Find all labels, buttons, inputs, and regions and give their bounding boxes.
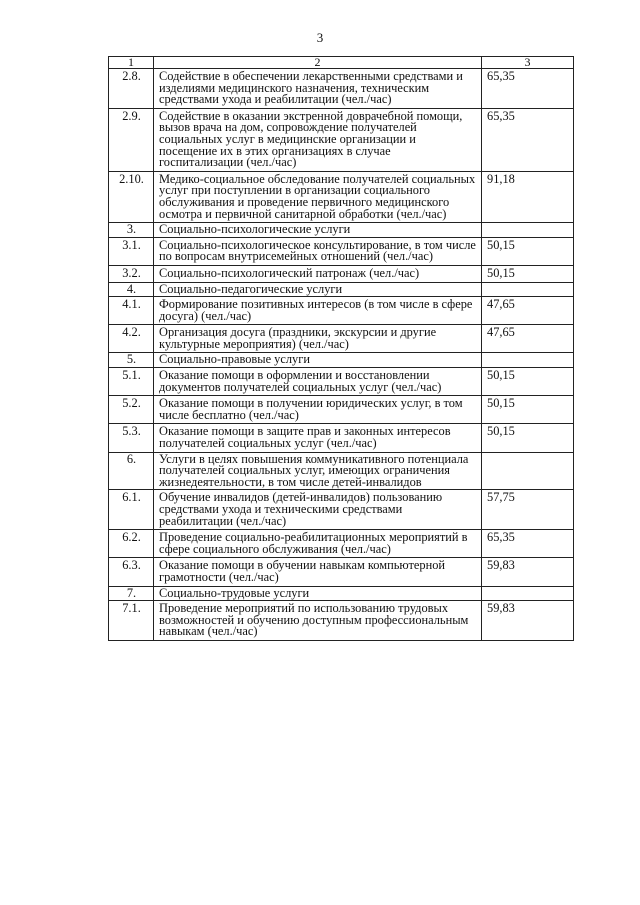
table-row [109,490,574,530]
tariff-value: 59,83 [482,601,574,641]
table-row [109,424,574,452]
row-number: 5.2. [109,396,154,424]
section-row [109,586,574,601]
row-number: 3.2. [109,265,154,282]
service-name: Оказание помощи в получении юридических услуг, в том числе бесплатно (чел./час) [154,396,482,424]
service-name: Проведение мероприятий по использованию трудовых возможностей и обучению доступным профессиональным навыкам (чел./час) [154,601,482,641]
service-name: Организация досуга (праздники, экскурсии и другие культурные мероприятия) (чел./час) [154,325,482,353]
section-title: Социально-педагогические услуги [154,282,482,297]
row-number: 6.3. [109,558,154,586]
tariff-value: 59,83 [482,558,574,586]
table-row [109,325,574,353]
service-name: Оказание помощи в оформлении и восстановлении документов получателей социальных услуг (чел./час) [154,368,482,396]
column-header-number: 1 [109,57,154,69]
service-name: Формирование позитивных интересов (в том числе в сфере досуга) (чел./час) [154,297,482,325]
tariff-value: 57,75 [482,490,574,530]
tariff-value: 50,15 [482,368,574,396]
table-row [109,558,574,586]
tariff-value: 91,18 [482,171,574,222]
section-row [109,223,574,238]
tariff-value: 65,35 [482,69,574,109]
row-number: 7. [109,586,154,601]
table-row [109,265,574,282]
section-title: Социально-правовые услуги [154,353,482,368]
row-number: 2.9. [109,108,154,171]
service-name: Содействие в обеспечении лекарственными средствами и изделиями медицинского назначения, техническим средствами ухода и реабилитации (чел./час) [154,69,482,109]
row-number: 5.1. [109,368,154,396]
page-number: 3 [316,30,324,45]
table-row [109,368,574,396]
row-number: 4.1. [109,297,154,325]
table-row [109,601,574,641]
service-name: Социально-психологический патронаж (чел./час) [154,265,482,282]
tariff-table [108,56,574,641]
column-header-tariff: 3 [482,57,574,69]
table-row [109,108,574,171]
section-row [109,282,574,297]
tariff-value: 65,35 [482,530,574,558]
tariff-value [482,223,574,238]
row-number: 2.10. [109,171,154,222]
row-number: 2.8. [109,69,154,109]
service-name: Социально-психологическое консультирование, в том числе по вопросам внутрисемейных отношений (чел./час) [154,237,482,265]
table-header-row [109,57,574,69]
section-title: Социально-трудовые услуги [154,586,482,601]
service-name: Обучение инвалидов (детей-инвалидов) пользованию средствами ухода и техническими средствами реабилитации (чел./час) [154,490,482,530]
row-number: 5. [109,353,154,368]
row-number: 3. [109,223,154,238]
tariff-value: 50,15 [482,396,574,424]
row-number: 6.2. [109,530,154,558]
table-row [109,396,574,424]
tariff-value: 50,15 [482,237,574,265]
column-header-service: 2 [154,57,482,69]
table-row [109,530,574,558]
table-row [109,171,574,222]
service-name: Проведение социально-реабилитационных мероприятий в сфере социального обслуживания (чел./час) [154,530,482,558]
service-name: Медико-социальное обследование получателей социальных услуг при поступлении в организации социального обслуживания и проведение первичного медицинского осмотра и первичной санитарной обработки (чел./час) [154,171,482,222]
service-name: Оказание помощи в защите прав и законных интересов получателей социальных услуг (чел./час) [154,424,482,452]
row-number: 3.1. [109,237,154,265]
row-number: 5.3. [109,424,154,452]
row-number: 6.1. [109,490,154,530]
tariff-value: 65,35 [482,108,574,171]
section-row [109,353,574,368]
section-title: Услуги в целях повышения коммуникативного потенциала получателей социальных услуг, имеющих ограничения жизнедеятельности, в том числе детей-инвалидов [154,452,482,490]
row-number: 4.2. [109,325,154,353]
row-number: 7.1. [109,601,154,641]
tariff-value [482,586,574,601]
section-title: Социально-психологические услуги [154,223,482,238]
tariff-value: 50,15 [482,424,574,452]
tariff-value: 47,65 [482,297,574,325]
tariff-value [482,282,574,297]
tariff-value: 50,15 [482,265,574,282]
section-row [109,452,574,490]
table-row [109,69,574,109]
service-name: Содействие в оказании экстренной доврачебной помощи, вызов врача на дом, сопровождение получателей социальных услуг в медицинские организации и посещение их в этих организациях в случае госпитализации (чел./час) [154,108,482,171]
service-name: Оказание помощи в обучении навыкам компьютерной грамотности (чел./час) [154,558,482,586]
table-row [109,297,574,325]
table-row [109,237,574,265]
row-number: 4. [109,282,154,297]
tariff-value [482,353,574,368]
row-number: 6. [109,452,154,490]
table-body [109,69,574,641]
tariff-value [482,452,574,490]
tariff-value: 47,65 [482,325,574,353]
